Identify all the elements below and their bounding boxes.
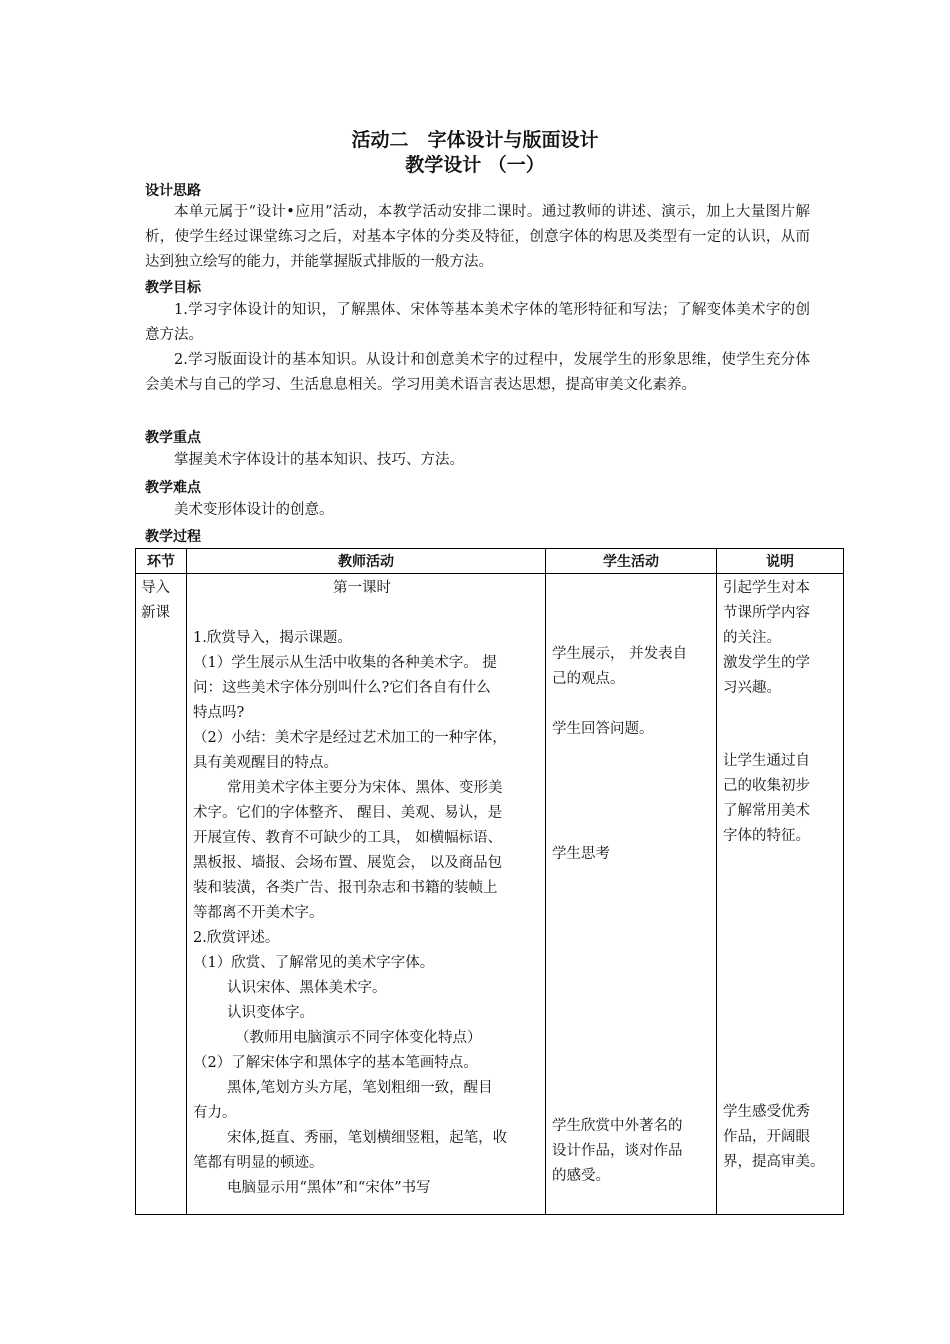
heading-design-idea: 设计思路 xyxy=(145,183,201,199)
teacher-line: 有力。 xyxy=(193,1105,237,1121)
process-table xyxy=(135,548,844,1215)
stage-cell xyxy=(136,574,187,1215)
teacher-line: 黑板报、墙报、会场布置、展览会， 以及商品包 xyxy=(193,855,503,871)
note-line: 让学生通过自 xyxy=(723,753,810,769)
note-line: 作品，开阔眼 xyxy=(723,1129,810,1145)
note-line: 引起学生对本 xyxy=(723,580,810,596)
student-line: 学生展示， 并发表自 xyxy=(552,646,688,662)
goal-item-2: 2.学习版面设计的基本知识。从设计和创意美术字的过程中，发展学生的形象思维，使学生充分体会美术与自己的学习、生活息息相关。学习用美术语言表达思想，提高审美文化素养。 xyxy=(145,352,810,393)
teacher-line: （教师用电脑演示不同字体变化特点） xyxy=(235,1030,482,1046)
header-stage: 环节 xyxy=(136,549,187,574)
heading-process: 教学过程 xyxy=(145,529,201,545)
teacher-line: 笔都有明显的顿迹。 xyxy=(193,1155,324,1171)
header-student: 学生活动 xyxy=(546,549,717,574)
teacher-line: 第一课时 xyxy=(333,580,391,596)
note-line: 己的收集初步 xyxy=(723,778,810,794)
teacher-line: 黑体,笔划方头方尾，笔划粗细一致，醒目 xyxy=(227,1080,493,1096)
goal-item-1: 1.学习字体设计的知识，了解黑体、宋体等基本美术字体的笔形特征和写法；了解变体美术字的创意方法。 xyxy=(145,302,810,343)
note-line: 的关注。 xyxy=(723,630,781,646)
teacher-line: 2.欣赏评述。 xyxy=(193,930,280,946)
teacher-line: 认识变体字。 xyxy=(227,1005,314,1021)
student-line: 设计作品，谈对作品 xyxy=(552,1143,683,1159)
note-line: 激发学生的学 xyxy=(723,655,810,671)
teacher-cell xyxy=(187,574,546,1215)
teacher-line: （1）学生展示从生活中收集的各种美术字。 提 xyxy=(193,655,497,671)
note-line: 习兴趣。 xyxy=(723,680,781,696)
note-line: 节课所学内容 xyxy=(723,605,810,621)
teacher-line: 开展宣传、教育不可缺少的工具， 如横幅标语、 xyxy=(193,830,503,846)
teacher-line: （1）欣赏、了解常见的美术字字体。 xyxy=(193,955,435,971)
teacher-line: 等都离不开美术字。 xyxy=(193,905,324,921)
teacher-line: 电脑显示用“黑体”和“宋体”书写 xyxy=(227,1180,431,1196)
student-cell xyxy=(546,574,717,1215)
teacher-line: （2）了解宋体字和黑体字的基本笔画特点。 xyxy=(193,1055,478,1071)
teacher-line: 装和装潢，各类广告、报刊杂志和书籍的装帧上 xyxy=(193,880,498,896)
teacher-line: （2）小结：美术字是经过艺术加工的一种字体， xyxy=(193,730,507,746)
header-teacher: 教师活动 xyxy=(187,549,546,574)
teacher-line: 问：这些美术字体分别叫什么?它们各自有什么 xyxy=(193,680,491,696)
teacher-line: 术字。它们的字体整齐、 醒目、美观、易认，是 xyxy=(193,805,503,821)
header-note: 说明 xyxy=(717,549,844,574)
stage-label: 导入新课 xyxy=(141,580,170,621)
student-line: 己的观点。 xyxy=(552,671,625,687)
doc-title-line2: 教学设计 （一） xyxy=(405,154,545,176)
note-line: 字体的特征。 xyxy=(723,828,810,844)
heading-difficulties: 教学难点 xyxy=(145,480,201,496)
student-line: 学生思考 xyxy=(552,846,610,862)
student-line: 学生欣赏中外著名的 xyxy=(552,1118,683,1134)
key-points-text: 掌握美术字体设计的基本知识、技巧、方法。 xyxy=(174,452,464,468)
doc-title-line1: 活动二 字体设计与版面设计 xyxy=(351,129,599,151)
table-header-row xyxy=(136,549,844,574)
note-line: 学生感受优秀 xyxy=(723,1104,810,1120)
heading-key-points: 教学重点 xyxy=(145,430,201,446)
note-line: 了解常用美术 xyxy=(723,803,810,819)
heading-goals: 教学目标 xyxy=(145,280,201,296)
table-row xyxy=(136,574,844,1215)
student-line: 的感受。 xyxy=(552,1168,610,1184)
note-line: 界，提高审美。 xyxy=(723,1154,825,1170)
design-idea-text: 本单元属于“设计•应用”活动，本教学活动安排二课时。通过教师的讲述、演示，加上大量图片解析，使学生经过课堂练习之后，对基本字体的分类及特征，创意字体的构思及类型有一定的认识，从而达到独立绘写的能力，并能掌握版式排版的一般方法。 xyxy=(145,204,810,270)
note-cell xyxy=(717,574,844,1215)
teacher-line: 1.欣赏导入，揭示课题。 xyxy=(193,630,352,646)
difficulties-text: 美术变形体设计的创意。 xyxy=(174,502,334,518)
student-line: 学生回答问题。 xyxy=(552,721,654,737)
teacher-line: 认识宋体、黑体美术字。 xyxy=(227,980,387,996)
teacher-line: 具有美观醒目的特点。 xyxy=(193,755,338,771)
teacher-line: 常用美术字体主要分为宋体、黑体、变形美 xyxy=(227,780,503,796)
teacher-line: 宋体,挺直、秀丽，笔划横细竖粗，起笔，收 xyxy=(227,1130,508,1146)
teacher-line: 特点吗? xyxy=(193,705,245,721)
